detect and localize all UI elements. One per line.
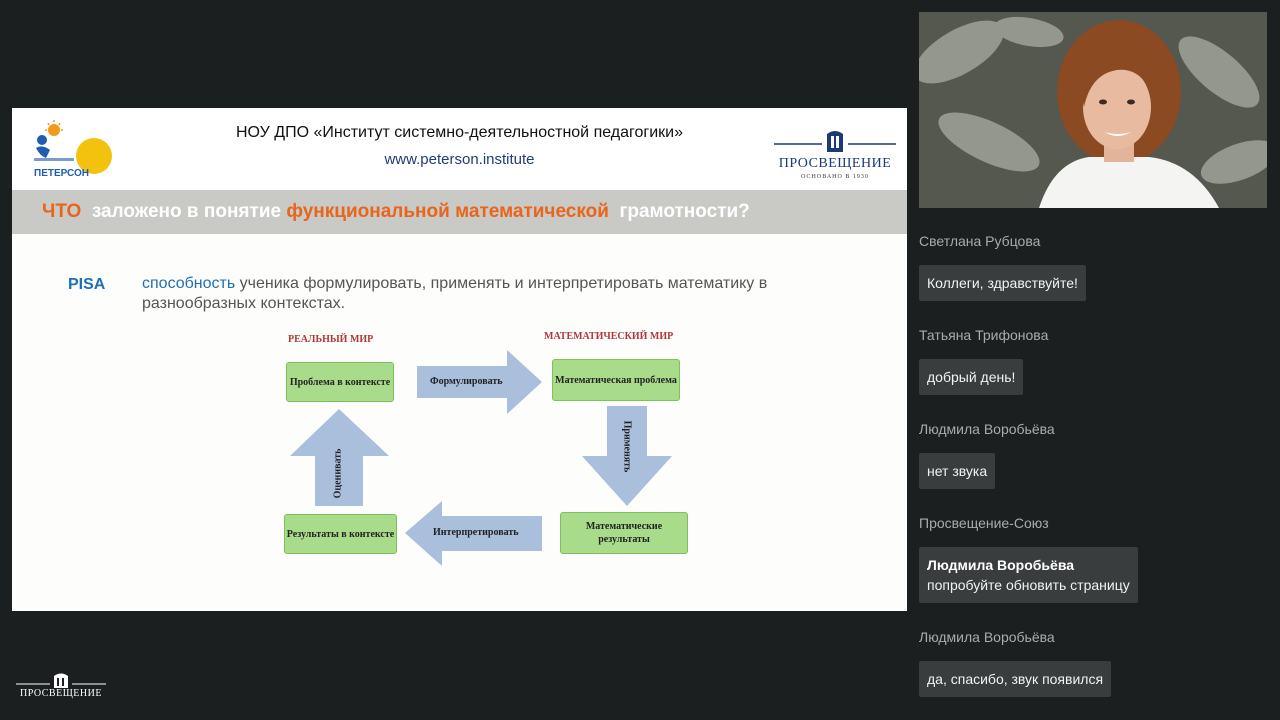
box-math-results: Математические результаты [560, 512, 688, 554]
banner-part-3: функциональной математической [286, 201, 609, 222]
apply-label: Применять [621, 420, 633, 473]
chat-message-bubble-with-quote [919, 547, 1138, 603]
banner-part-2: заложено в понятие [91, 201, 282, 222]
slide-header [12, 108, 907, 190]
box-math-problem: Математическая проблема [552, 359, 680, 401]
prosveshchenie-logo [774, 128, 896, 184]
speaker-video [919, 12, 1267, 208]
pisa-definition [142, 274, 862, 314]
banner-title [42, 201, 750, 223]
chat-message-author: Людмила Воробьёва [919, 421, 1055, 437]
bottom-logo-text: ПРОСВЕЩЕНИЕ [20, 688, 102, 699]
prosveshchenie-since: ОСНОВАНО В 1930 [801, 174, 869, 180]
chat-message-text: попробуйте обновить страницу [927, 577, 1130, 593]
interpret-label: Интерпретировать [433, 527, 519, 538]
chat-message-bubble: Коллеги, здравствуйте! [919, 265, 1086, 301]
prosveshchenie-logo-name: ПРОСВЕЩЕНИЕ [778, 156, 892, 171]
chat-message-author: Просвещение-Союз [919, 515, 1049, 531]
quoted-author: Людмила Воробьёва [927, 557, 1075, 573]
formulate-label: Формулировать [430, 376, 503, 387]
banner-part-1: ЧТО [42, 201, 82, 222]
box-results-context: Результаты в контексте [284, 514, 397, 554]
pisa-label: PISA [68, 276, 106, 293]
peterson-logo-text: ПЕТЕРСОН [34, 168, 90, 179]
pisa-cycle-diagram [262, 326, 732, 576]
box-problem-context: Проблема в контексте [286, 362, 394, 402]
presentation-slide [12, 108, 907, 611]
chat-message-author: Светлана Рубцова [919, 233, 1041, 249]
chat-message-bubble: добрый день! [919, 359, 1023, 395]
institute-title: НОУ ДПО «Институт системно-деятельностной педагогики» [235, 124, 683, 141]
chat-message-author: Людмила Воробьёва [919, 629, 1055, 645]
banner-part-4: грамотности? [619, 201, 750, 222]
evaluate-label: Оценивать [332, 448, 344, 499]
chat-message-author: Татьяна Трифонова [919, 327, 1049, 343]
real-world-label: РЕАЛЬНЫЙ МИР [288, 334, 374, 345]
math-world-label: МАТЕМАТИЧЕСКИЙ МИР [544, 331, 674, 342]
chat-message-bubble: нет звука [919, 453, 995, 489]
institute-url: www.peterson.institute [384, 151, 535, 168]
slide-banner [12, 190, 907, 234]
bottom-prosveshchenie-logo [16, 672, 106, 704]
pisa-text: ученика формулировать, применять и интерпретировать математику в разнообразных контекстах. [142, 275, 768, 312]
pisa-highlight: способность [142, 275, 236, 292]
chat-message-bubble: да, спасибо, звук появился [919, 661, 1111, 697]
